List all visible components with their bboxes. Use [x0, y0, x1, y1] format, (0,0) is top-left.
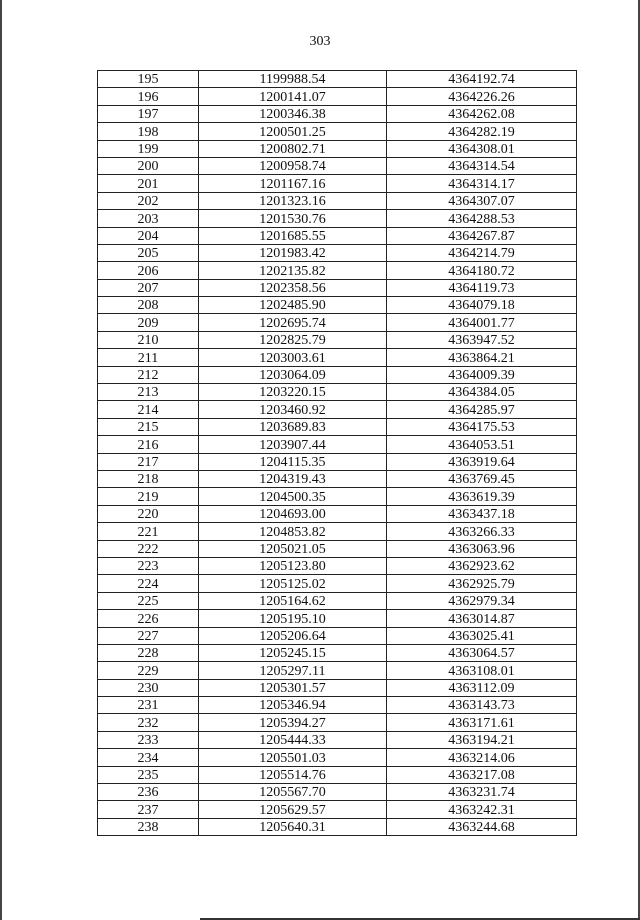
point-number-cell: 203 [98, 210, 199, 227]
point-number-cell: 219 [98, 488, 199, 505]
table-row [98, 105, 577, 122]
y-coordinate-cell: 4364314.54 [387, 157, 577, 174]
table-row [98, 88, 577, 105]
y-coordinate-cell: 4363266.33 [387, 523, 577, 540]
table-row [98, 71, 577, 88]
x-coordinate-cell: 1202358.56 [199, 279, 387, 296]
point-number-cell: 232 [98, 714, 199, 731]
point-number-cell: 213 [98, 384, 199, 401]
point-number-cell: 230 [98, 679, 199, 696]
x-coordinate-cell: 1205195.10 [199, 610, 387, 627]
point-number-cell: 224 [98, 575, 199, 592]
y-coordinate-cell: 4363864.21 [387, 349, 577, 366]
point-number-cell: 198 [98, 123, 199, 140]
x-coordinate-cell: 1203064.09 [199, 366, 387, 383]
table-row [98, 175, 577, 192]
table-row [98, 644, 577, 661]
table-row [98, 731, 577, 748]
table-row [98, 140, 577, 157]
scan-edge-left [0, 0, 2, 920]
point-number-cell: 195 [98, 71, 199, 88]
point-number-cell: 221 [98, 523, 199, 540]
y-coordinate-cell: 4364214.79 [387, 244, 577, 261]
table-row [98, 801, 577, 818]
x-coordinate-cell: 1201685.55 [199, 227, 387, 244]
table-row [98, 592, 577, 609]
y-coordinate-cell: 4364262.08 [387, 105, 577, 122]
point-number-cell: 214 [98, 401, 199, 418]
x-coordinate-cell: 1202485.90 [199, 297, 387, 314]
table-row [98, 331, 577, 348]
x-coordinate-cell: 1205567.70 [199, 784, 387, 801]
y-coordinate-cell: 4363063.96 [387, 540, 577, 557]
table-row [98, 679, 577, 696]
y-coordinate-cell: 4363947.52 [387, 331, 577, 348]
table-row [98, 244, 577, 261]
y-coordinate-cell: 4362925.79 [387, 575, 577, 592]
table-row [98, 470, 577, 487]
table-row [98, 314, 577, 331]
y-coordinate-cell: 4363619.39 [387, 488, 577, 505]
x-coordinate-cell: 1205297.11 [199, 662, 387, 679]
x-coordinate-cell: 1205125.02 [199, 575, 387, 592]
point-number-cell: 222 [98, 540, 199, 557]
point-number-cell: 208 [98, 297, 199, 314]
table-row [98, 366, 577, 383]
x-coordinate-cell: 1205245.15 [199, 644, 387, 661]
x-coordinate-cell: 1202825.79 [199, 331, 387, 348]
table-row [98, 384, 577, 401]
table-row [98, 749, 577, 766]
x-coordinate-cell: 1200501.25 [199, 123, 387, 140]
point-number-cell: 238 [98, 818, 199, 835]
y-coordinate-cell: 4363171.61 [387, 714, 577, 731]
x-coordinate-cell: 1205501.03 [199, 749, 387, 766]
y-coordinate-cell: 4364226.26 [387, 88, 577, 105]
point-number-cell: 200 [98, 157, 199, 174]
table-row [98, 818, 577, 835]
table-row [98, 349, 577, 366]
point-number-cell: 217 [98, 453, 199, 470]
x-coordinate-cell: 1204319.43 [199, 470, 387, 487]
x-coordinate-cell: 1203689.83 [199, 418, 387, 435]
x-coordinate-cell: 1205394.27 [199, 714, 387, 731]
y-coordinate-cell: 4363194.21 [387, 731, 577, 748]
x-coordinate-cell: 1201530.76 [199, 210, 387, 227]
point-number-cell: 205 [98, 244, 199, 261]
coordinates-table-body [98, 71, 577, 836]
y-coordinate-cell: 4363919.64 [387, 453, 577, 470]
point-number-cell: 209 [98, 314, 199, 331]
y-coordinate-cell: 4362923.62 [387, 557, 577, 574]
y-coordinate-cell: 4364282.19 [387, 123, 577, 140]
table-row [98, 297, 577, 314]
y-coordinate-cell: 4363242.31 [387, 801, 577, 818]
y-coordinate-cell: 4363231.74 [387, 784, 577, 801]
x-coordinate-cell: 1203460.92 [199, 401, 387, 418]
x-coordinate-cell: 1205164.62 [199, 592, 387, 609]
y-coordinate-cell: 4364384.05 [387, 384, 577, 401]
table-row [98, 557, 577, 574]
x-coordinate-cell: 1205301.57 [199, 679, 387, 696]
page-number: 303 [309, 34, 331, 49]
x-coordinate-cell: 1203003.61 [199, 349, 387, 366]
y-coordinate-cell: 4364307.07 [387, 192, 577, 209]
point-number-cell: 201 [98, 175, 199, 192]
table-row [98, 192, 577, 209]
table-row [98, 453, 577, 470]
point-number-cell: 215 [98, 418, 199, 435]
table-row [98, 697, 577, 714]
x-coordinate-cell: 1204115.35 [199, 453, 387, 470]
y-coordinate-cell: 4364053.51 [387, 436, 577, 453]
point-number-cell: 229 [98, 662, 199, 679]
x-coordinate-cell: 1199988.54 [199, 71, 387, 88]
point-number-cell: 231 [98, 697, 199, 714]
x-coordinate-cell: 1204853.82 [199, 523, 387, 540]
y-coordinate-cell: 4364079.18 [387, 297, 577, 314]
y-coordinate-cell: 4363769.45 [387, 470, 577, 487]
y-coordinate-cell: 4364288.53 [387, 210, 577, 227]
y-coordinate-cell: 4364267.87 [387, 227, 577, 244]
point-number-cell: 226 [98, 610, 199, 627]
table-row [98, 784, 577, 801]
x-coordinate-cell: 1201983.42 [199, 244, 387, 261]
y-coordinate-cell: 4364314.17 [387, 175, 577, 192]
y-coordinate-cell: 4364009.39 [387, 366, 577, 383]
table-row [98, 662, 577, 679]
table-row [98, 488, 577, 505]
point-number-cell: 207 [98, 279, 199, 296]
x-coordinate-cell: 1205514.76 [199, 766, 387, 783]
y-coordinate-cell: 4364175.53 [387, 418, 577, 435]
y-coordinate-cell: 4363214.06 [387, 749, 577, 766]
x-coordinate-cell: 1205346.94 [199, 697, 387, 714]
point-number-cell: 234 [98, 749, 199, 766]
table-row [98, 627, 577, 644]
y-coordinate-cell: 4363437.18 [387, 505, 577, 522]
point-number-cell: 223 [98, 557, 199, 574]
y-coordinate-cell: 4364308.01 [387, 140, 577, 157]
y-coordinate-cell: 4362979.34 [387, 592, 577, 609]
table-row [98, 523, 577, 540]
y-coordinate-cell: 4364180.72 [387, 262, 577, 279]
point-number-cell: 216 [98, 436, 199, 453]
point-number-cell: 227 [98, 627, 199, 644]
point-number-cell: 204 [98, 227, 199, 244]
table-row [98, 540, 577, 557]
point-number-cell: 202 [98, 192, 199, 209]
point-number-cell: 212 [98, 366, 199, 383]
table-row [98, 505, 577, 522]
x-coordinate-cell: 1200802.71 [199, 140, 387, 157]
x-coordinate-cell: 1200958.74 [199, 157, 387, 174]
x-coordinate-cell: 1205123.80 [199, 557, 387, 574]
x-coordinate-cell: 1205640.31 [199, 818, 387, 835]
x-coordinate-cell: 1204693.00 [199, 505, 387, 522]
table-row [98, 279, 577, 296]
point-number-cell: 211 [98, 349, 199, 366]
point-number-cell: 199 [98, 140, 199, 157]
y-coordinate-cell: 4363244.68 [387, 818, 577, 835]
point-number-cell: 237 [98, 801, 199, 818]
x-coordinate-cell: 1202695.74 [199, 314, 387, 331]
point-number-cell: 225 [98, 592, 199, 609]
y-coordinate-cell: 4364119.73 [387, 279, 577, 296]
x-coordinate-cell: 1200346.38 [199, 105, 387, 122]
y-coordinate-cell: 4363112.09 [387, 679, 577, 696]
table-row [98, 262, 577, 279]
point-number-cell: 233 [98, 731, 199, 748]
x-coordinate-cell: 1205629.57 [199, 801, 387, 818]
table-row [98, 575, 577, 592]
table-row [98, 766, 577, 783]
y-coordinate-cell: 4363217.08 [387, 766, 577, 783]
x-coordinate-cell: 1200141.07 [199, 88, 387, 105]
x-coordinate-cell: 1205021.05 [199, 540, 387, 557]
x-coordinate-cell: 1204500.35 [199, 488, 387, 505]
table-row [98, 401, 577, 418]
y-coordinate-cell: 4364285.97 [387, 401, 577, 418]
point-number-cell: 206 [98, 262, 199, 279]
table-row [98, 157, 577, 174]
y-coordinate-cell: 4364192.74 [387, 71, 577, 88]
y-coordinate-cell: 4363143.73 [387, 697, 577, 714]
point-number-cell: 228 [98, 644, 199, 661]
table-row [98, 210, 577, 227]
table-row [98, 610, 577, 627]
point-number-cell: 236 [98, 784, 199, 801]
y-coordinate-cell: 4364001.77 [387, 314, 577, 331]
y-coordinate-cell: 4363108.01 [387, 662, 577, 679]
y-coordinate-cell: 4363014.87 [387, 610, 577, 627]
x-coordinate-cell: 1205444.33 [199, 731, 387, 748]
y-coordinate-cell: 4363025.41 [387, 627, 577, 644]
table-row [98, 123, 577, 140]
x-coordinate-cell: 1202135.82 [199, 262, 387, 279]
x-coordinate-cell: 1203220.15 [199, 384, 387, 401]
point-number-cell: 220 [98, 505, 199, 522]
coordinates-table [97, 70, 577, 836]
point-number-cell: 210 [98, 331, 199, 348]
table-row [98, 714, 577, 731]
table-row [98, 227, 577, 244]
point-number-cell: 197 [98, 105, 199, 122]
x-coordinate-cell: 1201323.16 [199, 192, 387, 209]
x-coordinate-cell: 1205206.64 [199, 627, 387, 644]
x-coordinate-cell: 1201167.16 [199, 175, 387, 192]
table-row [98, 436, 577, 453]
table-row [98, 418, 577, 435]
point-number-cell: 196 [98, 88, 199, 105]
point-number-cell: 218 [98, 470, 199, 487]
x-coordinate-cell: 1203907.44 [199, 436, 387, 453]
y-coordinate-cell: 4363064.57 [387, 644, 577, 661]
point-number-cell: 235 [98, 766, 199, 783]
